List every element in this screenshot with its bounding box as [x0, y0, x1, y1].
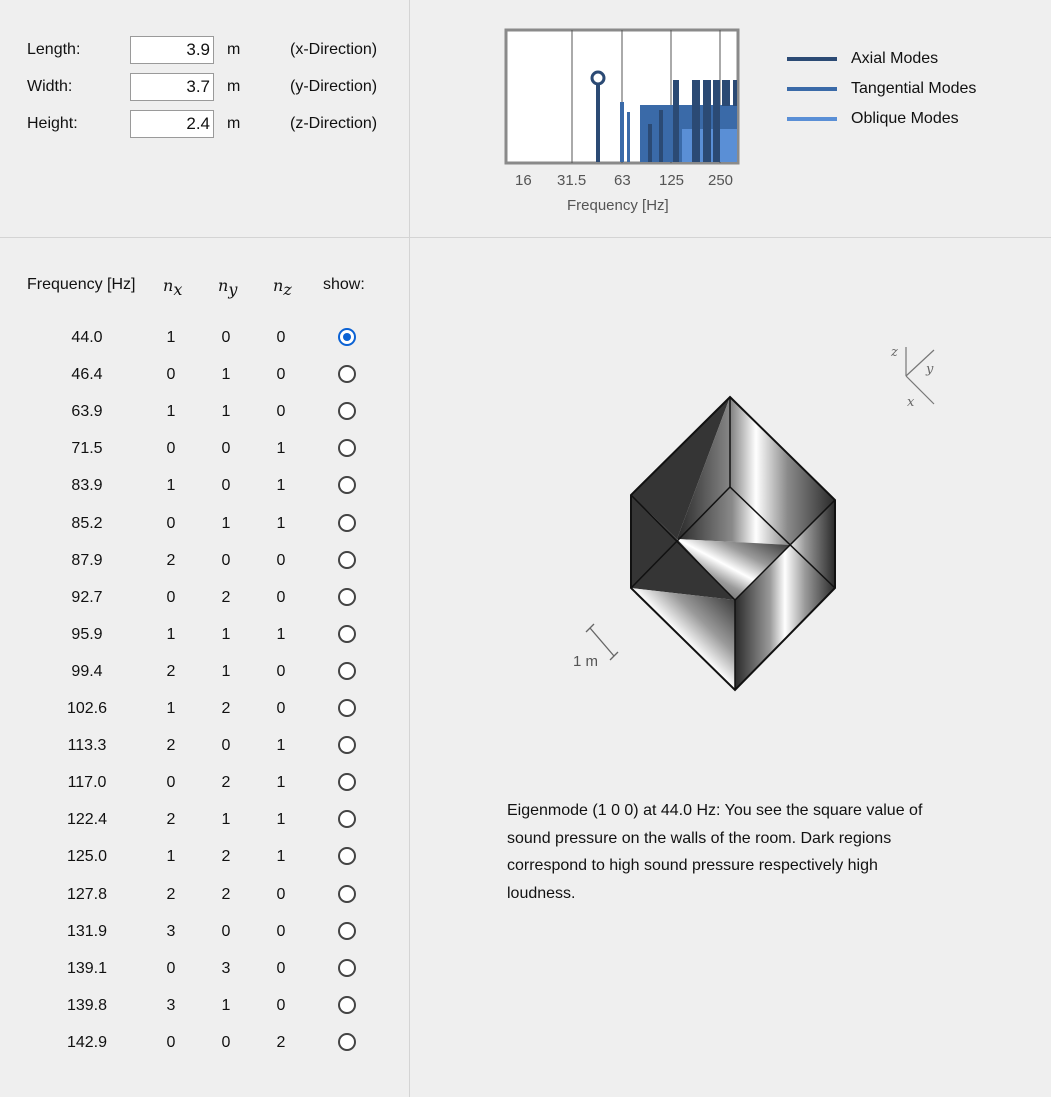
row-nx: 0	[166, 1033, 176, 1051]
row-frequency: 92.7	[71, 588, 103, 606]
room-3d-view[interactable]	[560, 330, 960, 700]
mode-select-radio[interactable]	[338, 365, 356, 383]
header-ny	[218, 276, 237, 299]
row-nx: 1	[166, 848, 176, 866]
mode-select-radio[interactable]	[338, 328, 356, 346]
row-nx: 1	[166, 403, 176, 421]
header-nz	[273, 276, 292, 299]
mode-select-radio[interactable]	[338, 662, 356, 680]
row-nz: 0	[276, 996, 286, 1014]
scale-label: 1 m	[573, 653, 599, 670]
mode-select-radio[interactable]	[338, 810, 356, 828]
axial-mode-bar	[659, 110, 663, 162]
tangential-mode-band	[640, 105, 737, 129]
row-nx: 2	[166, 551, 176, 569]
row-frequency: 113.3	[67, 737, 107, 755]
row-ny: 1	[221, 514, 231, 532]
row-nx: 0	[166, 514, 176, 532]
row-ny: 0	[221, 922, 231, 940]
row-frequency: 95.9	[71, 625, 103, 643]
row-nz: 0	[276, 662, 286, 680]
axial-mode-bar	[648, 124, 652, 162]
mode-select-radio[interactable]	[338, 885, 356, 903]
selected-mode-marker	[592, 72, 604, 84]
row-ny: 3	[221, 959, 231, 977]
length-input[interactable]	[130, 36, 214, 64]
row-frequency: 46.4	[71, 366, 103, 384]
spectrum-tick-63: 63	[614, 172, 631, 189]
mode-select-radio[interactable]	[338, 699, 356, 717]
mode-select-radio[interactable]	[338, 439, 356, 457]
legend-label-oblique: Oblique Modes	[851, 110, 959, 127]
row-nz: 1	[276, 774, 286, 792]
row-ny: 1	[221, 811, 231, 829]
vertical-divider	[409, 0, 410, 1097]
row-nx: 0	[166, 588, 176, 606]
row-nz: 1	[276, 625, 286, 643]
height-input[interactable]	[130, 110, 214, 138]
width-direction: (y-Direction)	[290, 78, 378, 95]
mode-select-radio[interactable]	[338, 736, 356, 754]
width-unit: m	[227, 78, 241, 95]
row-nx: 0	[166, 774, 176, 792]
height-label: Height:	[27, 115, 78, 132]
header-ny-symbol: n	[218, 276, 229, 295]
row-frequency: 127.8	[66, 885, 108, 903]
width-input[interactable]	[130, 73, 214, 101]
axial-mode-bar	[703, 80, 711, 162]
horizontal-divider	[0, 237, 1051, 238]
row-nz: 0	[276, 366, 286, 384]
mode-select-radio[interactable]	[338, 847, 356, 865]
row-frequency: 117.0	[67, 774, 107, 792]
row-ny: 2	[221, 588, 231, 606]
row-ny: 0	[221, 1033, 231, 1051]
axial-mode-bar	[692, 80, 700, 162]
row-ny: 2	[221, 700, 231, 717]
row-frequency: 131.9	[66, 922, 108, 940]
row-nx: 3	[166, 996, 176, 1014]
row-ny: 2	[221, 848, 231, 866]
row-ny: 2	[221, 774, 231, 792]
axis-y-label: y	[926, 362, 934, 377]
row-frequency: 63.9	[71, 403, 103, 421]
row-ny: 1	[221, 366, 231, 384]
mode-spectrum[interactable]	[500, 24, 745, 169]
axial-mode-bar	[733, 80, 737, 106]
mode-select-radio[interactable]	[338, 402, 356, 420]
axial-mode-bar	[673, 80, 679, 162]
row-nz: 2	[276, 1033, 286, 1051]
row-nx: 2	[166, 811, 176, 829]
row-ny: 1	[221, 662, 231, 680]
row-nz: 1	[276, 440, 286, 458]
header-nx	[163, 276, 182, 299]
axis-x-label: x	[907, 395, 915, 410]
scale-bar	[590, 628, 614, 656]
mode-select-radio[interactable]	[338, 625, 356, 643]
row-ny: 0	[221, 440, 231, 458]
spectrum-tick-16: 16	[515, 172, 532, 189]
header-nx-symbol: n	[163, 276, 174, 295]
row-frequency: 44.0	[71, 329, 103, 346]
tangential-mode-bar	[627, 112, 630, 162]
length-label: Length:	[27, 41, 81, 58]
row-frequency: 122.4	[66, 811, 108, 829]
row-ny: 1	[221, 625, 231, 643]
row-nz: 1	[276, 848, 286, 866]
mode-select-radio[interactable]	[338, 922, 356, 940]
mode-select-radio[interactable]	[338, 514, 356, 532]
header-nz-sub: z	[283, 280, 292, 300]
legend-label-axial: Axial Modes	[851, 50, 939, 67]
row-frequency: 99.4	[71, 662, 103, 680]
row-frequency: 139.8	[66, 996, 108, 1014]
spectrum-axis-label: Frequency [Hz]	[567, 197, 669, 214]
row-nx: 1	[166, 477, 176, 495]
row-frequency: 85.2	[71, 514, 103, 532]
row-ny: 0	[221, 737, 231, 755]
height-unit: m	[227, 115, 241, 132]
legend-swatch-tangential	[787, 87, 837, 91]
length-unit: m	[227, 41, 241, 58]
length-direction: (x-Direction)	[290, 41, 378, 58]
width-label: Width:	[27, 78, 73, 95]
axial-mode-bar	[713, 80, 720, 162]
mode-select-radio[interactable]	[338, 773, 356, 791]
mode-select-radio[interactable]	[338, 1033, 356, 1051]
height-direction: (z-Direction)	[290, 115, 378, 132]
row-nz: 0	[276, 922, 286, 940]
legend-label-tangential: Tangential Modes	[851, 80, 977, 97]
tangential-mode-bar	[620, 102, 624, 162]
row-nz: 1	[276, 737, 286, 755]
row-frequency: 87.9	[71, 551, 103, 569]
row-nx: 3	[166, 922, 176, 940]
row-nx: 1	[166, 700, 176, 717]
row-ny: 0	[221, 477, 231, 495]
row-nx: 0	[166, 440, 176, 458]
row-frequency: 125.0	[66, 848, 108, 866]
row-ny: 1	[221, 996, 231, 1014]
mode-select-radio[interactable]	[338, 996, 356, 1014]
mode-select-radio[interactable]	[338, 588, 356, 606]
header-show: show:	[323, 276, 365, 293]
row-nz: 0	[276, 959, 286, 977]
row-nx: 2	[166, 737, 176, 755]
axial-mode-bar	[722, 80, 730, 106]
row-ny: 2	[221, 885, 231, 903]
row-nx: 0	[166, 366, 176, 384]
row-nx: 0	[166, 959, 176, 977]
row-nx: 1	[166, 625, 176, 643]
row-nx: 2	[166, 662, 176, 680]
row-ny: 1	[221, 403, 231, 421]
row-ny: 0	[221, 551, 231, 569]
header-nx-sub: x	[173, 280, 183, 300]
legend-swatch-oblique	[787, 117, 837, 121]
spectrum-tick-250: 250	[708, 172, 734, 189]
header-nz-symbol: n	[273, 276, 284, 295]
row-nz: 0	[276, 700, 286, 717]
axis-z-label: z	[891, 345, 898, 360]
row-frequency: 83.9	[71, 477, 103, 495]
mode-description: Eigenmode (1 0 0) at 44.0 Hz: You see the square value of sound pressure on the walls of the room. Dark regions correspond to high sound pressure respectively high loudness.	[507, 802, 923, 902]
row-nz: 0	[276, 403, 286, 421]
row-nz: 1	[276, 514, 286, 532]
header-frequency: Frequency [Hz]	[27, 276, 136, 293]
mode-select-radio[interactable]	[338, 476, 356, 494]
header-ny-sub: y	[228, 280, 238, 300]
row-nz: 1	[276, 811, 286, 829]
spectrum-tick-31-5: 31.5	[557, 172, 587, 189]
mode-select-radio[interactable]	[338, 959, 356, 977]
row-nx: 1	[166, 329, 176, 346]
axial-mode-bar-selected	[596, 78, 600, 162]
row-ny: 0	[221, 329, 231, 346]
mode-select-radio[interactable]	[338, 551, 356, 569]
row-frequency: 139.1	[66, 959, 108, 977]
spectrum-tick-125: 125	[659, 172, 685, 189]
row-frequency: 102.6	[66, 700, 108, 717]
row-nx: 2	[166, 885, 176, 903]
row-nz: 0	[276, 329, 286, 346]
row-nz: 0	[276, 885, 286, 903]
legend-swatch-axial	[787, 57, 837, 61]
row-frequency: 71.5	[71, 440, 103, 458]
row-nz: 0	[276, 551, 286, 569]
row-nz: 1	[276, 477, 286, 495]
row-nz: 0	[276, 588, 286, 606]
row-frequency: 142.9	[66, 1033, 108, 1051]
